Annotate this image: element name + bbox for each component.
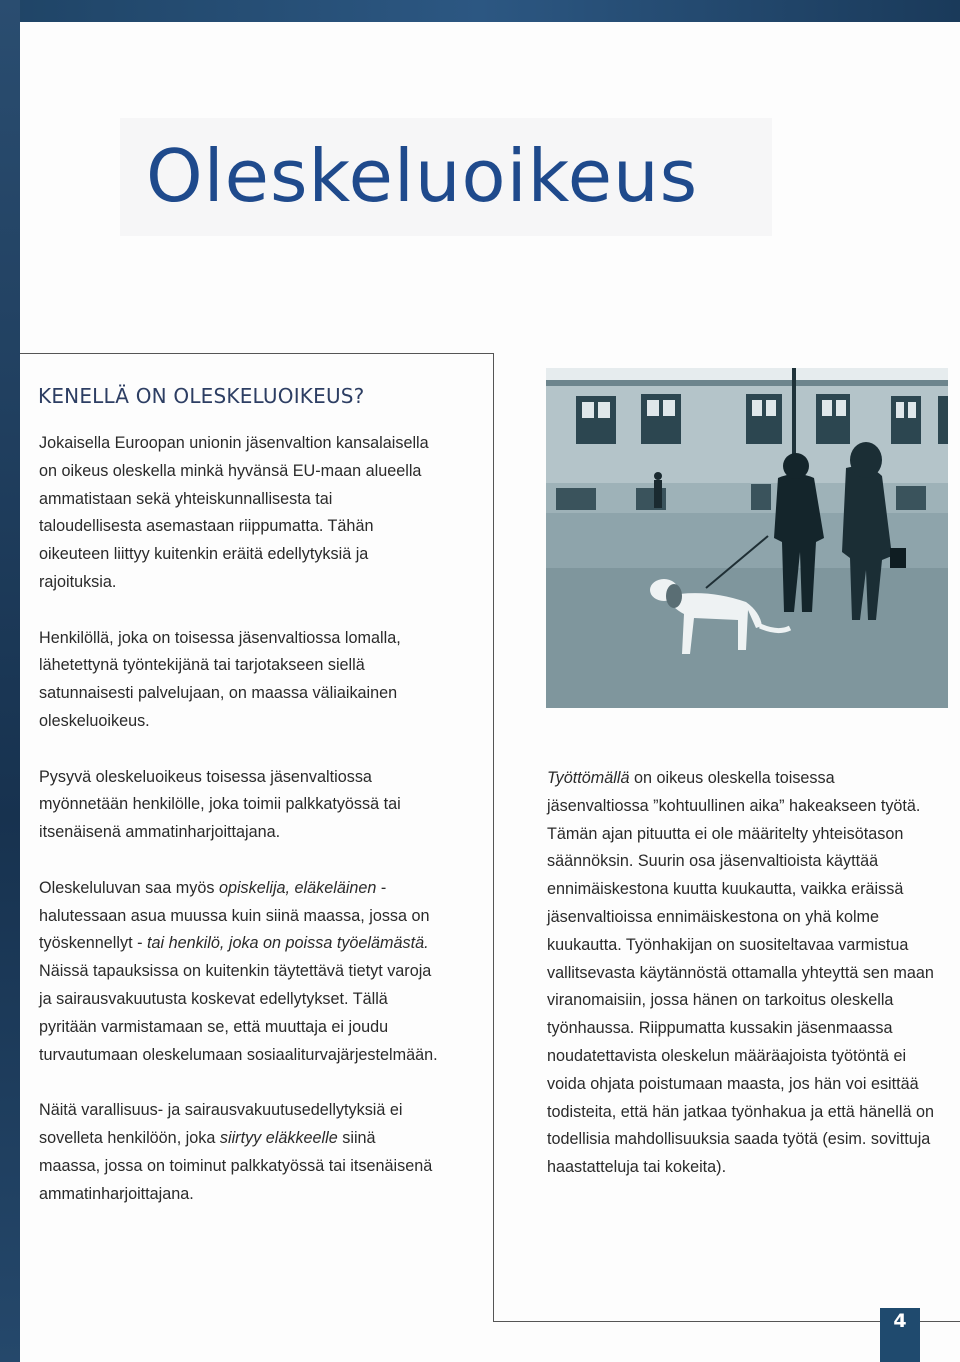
page-edge-top: [0, 0, 960, 22]
frame-bottom-line-right: [920, 1321, 960, 1322]
page-edge-left: [0, 0, 20, 1362]
frame-top-line: [20, 353, 493, 354]
frame-bottom-line: [493, 1321, 880, 1322]
photo-street-couple-dog: [546, 368, 948, 708]
section-heading: KENELLÄ ON OLESKELUOIKEUS?: [38, 384, 365, 408]
left-paragraph-5: Näitä varallisuus- ja sairausvakuutusedellytyksiä ei sovelleta henkilöön, joka siirtyy eläkkeelle siinä maassa, jossa on toiminut palkkatyössä tai itsenäisenä ammatinharjoittajana.: [39, 1101, 433, 1203]
page-number: 4: [880, 1308, 920, 1362]
right-column: [547, 765, 937, 1210]
left-paragraph-2: Henkilöllä, joka on toisessa jäsenvaltiossa lomalla, lähetettynä työntekijänä tai tarjotakseen siellä satunnaisesti palvelujaan, on maassa väliaikainen oleskeluoikeus.: [39, 628, 401, 730]
frame-divider-line: [493, 353, 494, 1321]
left-paragraph-4: Oleskeluluvan saa myös opiskelija, eläkeläinen -halutessaan asua muussa kuin siinä maassa, jossa on työskennellyt - tai henkilö, joka on poissa työelämästä. Näissä tapauksissa on kuitenkin täytettävä tietyt varoja ja sairausvakuutusta koskevat edellytykset. Tällä pyritään varmistamaan se, että muuttaja ei joudu turvautumaan oleskelumaan sosiaaliturvajärjestelmään.: [39, 878, 438, 1064]
left-paragraph-3: Pysyvä oleskeluoikeus toisessa jäsenvaltiossa myönnetään henkilölle, joka toimii palkkatyössä tai itsenäisenä ammatinharjoittajana.: [39, 767, 401, 842]
page-title: Oleskeluoikeus: [146, 134, 699, 218]
left-column: [39, 430, 439, 1236]
right-paragraph-1: Työttömällä on oikeus oleskella toisessa jäsenvaltiossa ”kohtuullinen aika” hakeakseen työtä. Tämän ajan pituutta ei ole määritelty yhteisötason säännöksin. Suurin osa jäsenvaltioista käyttää ennimäiskestona kuutta kuukautta, vaikka eräissä jäsenvaltioissa ennimäiskestona on yhä kolme kuukautta. Työnhakijan on suositeltavaa varmistua vallitsevasta käytännöstä ottamalla yhteyttä sen maan viranomaisiin, jossa hänen on tarkoitus oleskella työnhaussa. Riippumatta kussakin jäsenmaassa noudatettavista oleskelun määräajoista työtöntä ei voida ohjata poistumaan maasta, jos hän voi esittää todisteita, että hän jatkaa työnhakua ja että hänellä on todellisia mahdollisuuksia saada työtä (esim. sovittuja haastatteluja tai kokeita).: [547, 769, 934, 1177]
left-paragraph-1: Jokaisella Euroopan unionin jäsenvaltion kansalaisella on oikeus oleskella minkä hyvänsä EU-maan alueella ammatistaan sekä yhteiskunnallisesta tai taloudellisesta asemastaan riippumatta. Tähän oikeuteen liittyy kuitenkin eräitä edellytyksiä ja rajoituksia.: [39, 434, 429, 591]
